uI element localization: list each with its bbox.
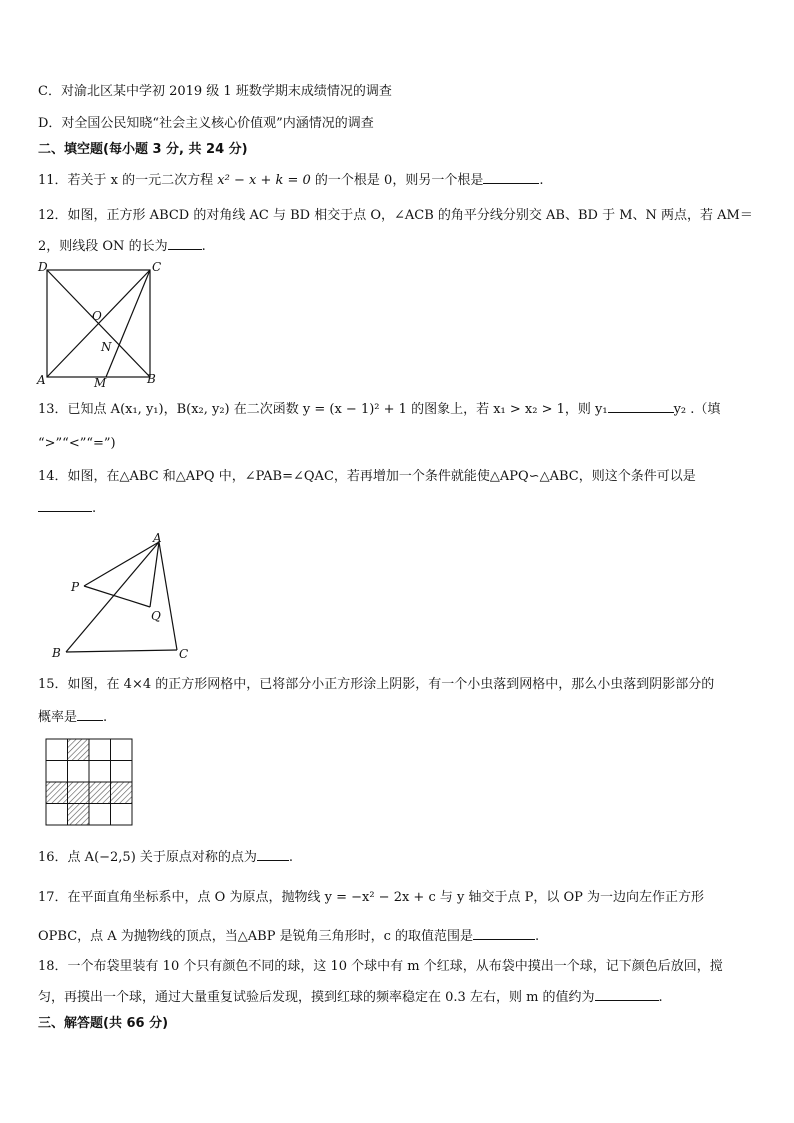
side-pq: [84, 586, 150, 607]
section-heading-fill-in: 二、填空题(每小题 3 分, 共 24 分): [38, 142, 248, 157]
grid-cell: [46, 761, 68, 783]
question-18-line2: [38, 988, 663, 1007]
grid-cell: [46, 739, 68, 761]
label-c: C: [179, 647, 189, 661]
q17-text-b: .: [535, 929, 540, 944]
grid-cell-shaded: [68, 739, 90, 761]
question-15-line2: [38, 708, 107, 727]
q11-text-a: 11．若关于 x 的一元二次方程: [38, 173, 218, 188]
q17-answer-blank[interactable]: [473, 927, 535, 940]
grid-cell-shaded: [111, 782, 133, 804]
label-o: O: [92, 309, 102, 323]
q13-text-a: 13．已知点 A(x₁, y₁)，B(x₂, y₂) 在二次函数 y = (x − 1)² + 1 的图象上，若 x₁ > x₂ > 1，则 y₁: [38, 402, 608, 417]
question-11: [38, 171, 543, 190]
grid-cell: [89, 739, 111, 761]
q12-text-b: .: [201, 239, 206, 254]
label-d: D: [38, 260, 48, 274]
section-heading-solve: 三、解答题(共 66 分): [38, 1016, 169, 1031]
q12-square-figure: [30, 258, 170, 390]
option-d: D．对全国公民知晓“社会主义核心价值观”内涵情况的调查: [38, 116, 374, 131]
label-m: M: [94, 376, 107, 390]
question-16: [38, 848, 293, 867]
question-17-line2: [38, 927, 539, 946]
q18-text-b: .: [658, 990, 663, 1005]
grid-cell: [111, 804, 133, 826]
side-bc: [66, 650, 177, 652]
option-c: C．对渝北区某中学初 2019 级 1 班数学期末成绩情况的调查: [38, 84, 392, 99]
q15-grid-figure: [44, 737, 136, 831]
grid-cell-shaded: [68, 804, 90, 826]
q16-text-b: .: [288, 850, 294, 865]
q11-text-b: 的一个根是 0，则另一个根是: [310, 173, 484, 188]
label-b: B: [52, 646, 61, 660]
side-ab: [66, 542, 159, 652]
bisector-cm: [106, 270, 150, 377]
q11-text-c: .: [539, 173, 544, 188]
question-13-line1: [38, 400, 720, 419]
q11-answer-blank[interactable]: [483, 171, 539, 184]
q13-text-b: y₂ .（填: [673, 402, 721, 417]
side-ap: [84, 542, 159, 586]
q15-answer-blank[interactable]: [77, 708, 103, 721]
label-b: B: [147, 372, 156, 386]
q18-answer-blank[interactable]: [595, 988, 659, 1001]
label-q: Q: [151, 609, 161, 623]
label-a: A: [37, 373, 46, 387]
side-ac: [159, 542, 177, 650]
q14-text-b: .: [92, 501, 97, 516]
q13-answer-blank[interactable]: [608, 400, 674, 413]
q14-triangle-figure: [44, 530, 204, 662]
question-15-line1: 15．如图，在 4×4 的正方形网格中，已将部分小正方形涂上阴影，有一个小虫落到网格中，那么小虫落到阴影部分的: [38, 677, 715, 692]
q17-text-a: OPBC，点 A 为抛物线的顶点，当△ABP 是锐角三角形时，c 的取值范围是: [38, 929, 474, 944]
q16-text-a: 16．点 A(−2,5) 关于原点对称的点为: [38, 850, 257, 865]
label-n: N: [101, 340, 112, 354]
q11-formula: x² − x + k = 0: [217, 173, 311, 188]
grid-cell: [111, 739, 133, 761]
grid-cell: [68, 761, 90, 783]
question-17-line1: 17．在平面直角坐标系中，点 O 为原点，抛物线 y = −x² − 2x + c 与 y 轴交于点 P，以 OP 为一边向左作正方形: [38, 890, 705, 905]
q14-answer-blank[interactable]: [38, 499, 92, 512]
question-12-line2: [38, 237, 206, 256]
grid-cell-shaded: [89, 782, 111, 804]
q12-text-a: 2，则线段 ON 的长为: [38, 239, 168, 254]
question-13-line2: “>”“<”“=”): [38, 436, 116, 451]
q15-text-b: .: [103, 710, 108, 725]
q18-text-a: 匀，再摸出一个球，通过大量重复试验后发现，摸到红球的频率稳定在 0.3 左右，则 m 的值约为: [38, 990, 595, 1005]
q16-answer-blank[interactable]: [257, 848, 289, 861]
question-14-line1: 14．如图，在△ABC 和△APQ 中，∠PAB=∠QAC，若再增加一个条件就能使△APQ∽△ABC，则这个条件可以是: [38, 469, 696, 484]
grid-cell: [89, 761, 111, 783]
q12-answer-blank[interactable]: [168, 237, 202, 250]
label-p: P: [71, 580, 80, 594]
question-18-line1: 18．一个布袋里装有 10 个只有颜色不同的球，这 10 个球中有 m 个红球，从布袋中摸出一个球，记下颜色后放回，搅: [38, 959, 723, 974]
label-c: C: [152, 260, 162, 274]
grid-cell: [111, 761, 133, 783]
grid-cell-shaded: [46, 782, 68, 804]
grid: [46, 739, 132, 825]
question-12-line1: 12．如图，正方形 ABCD 的对角线 AC 与 BD 相交于点 O，∠ACB 的角平分线分别交 AB、BD 于 M、N 两点，若 AM＝: [38, 208, 753, 223]
q15-text-a: 概率是: [38, 710, 78, 725]
grid-cell: [46, 804, 68, 826]
question-14-line2: [38, 499, 96, 518]
label-a: A: [153, 531, 162, 545]
grid-cell-shaded: [68, 782, 90, 804]
grid-cell: [89, 804, 111, 826]
